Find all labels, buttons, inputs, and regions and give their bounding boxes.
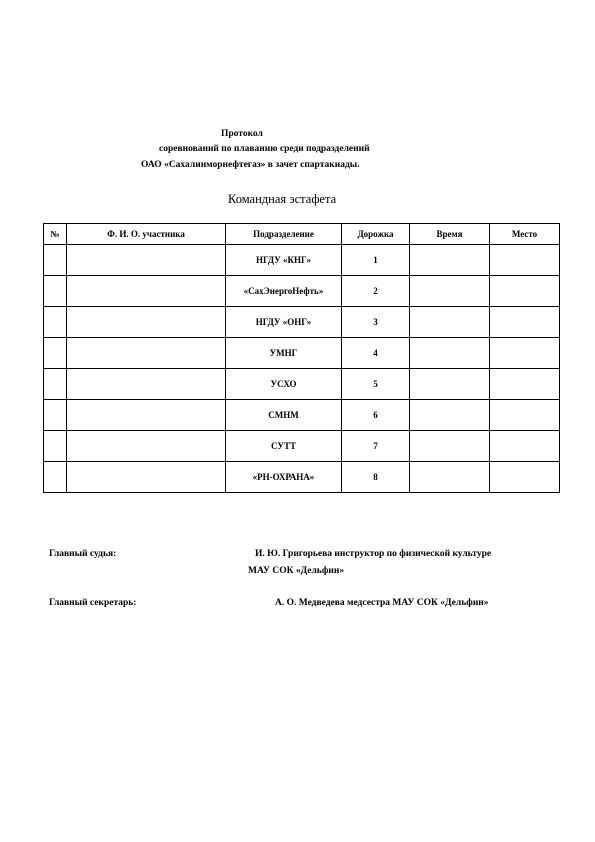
- table-row: [44, 462, 560, 493]
- secretary-name: А. О. Медведева медсестра МАУ СОК «Дельфин»: [275, 598, 489, 608]
- cell-number[interactable]: [44, 400, 67, 431]
- cell-number[interactable]: [44, 462, 67, 493]
- cell-name[interactable]: [67, 400, 226, 431]
- cell-department: УМНГ: [226, 338, 342, 369]
- cell-lane: 2: [342, 276, 410, 307]
- cell-name[interactable]: [67, 276, 226, 307]
- cell-number[interactable]: [44, 276, 67, 307]
- table-header-row: [44, 224, 560, 245]
- table-row: [44, 431, 560, 462]
- cell-number[interactable]: [44, 338, 67, 369]
- header-line-1: Протокол: [221, 129, 263, 139]
- cell-name[interactable]: [67, 462, 226, 493]
- cell-name[interactable]: [67, 369, 226, 400]
- page-title: Командная эстафета: [228, 192, 337, 206]
- table-row: [44, 276, 560, 307]
- cell-number[interactable]: [44, 431, 67, 462]
- cell-place[interactable]: [490, 431, 560, 462]
- judge-name-line-1: И. Ю. Григорьева инструктор по физической культуре: [255, 549, 492, 559]
- cell-name[interactable]: [67, 307, 226, 338]
- cell-lane: 4: [342, 338, 410, 369]
- cell-time[interactable]: [410, 276, 490, 307]
- cell-place[interactable]: [490, 307, 560, 338]
- cell-department: СУТТ: [226, 431, 342, 462]
- cell-time[interactable]: [410, 307, 490, 338]
- cell-lane: 3: [342, 307, 410, 338]
- col-header-place: Место: [490, 224, 560, 245]
- table-row: [44, 307, 560, 338]
- header-line-3: ОАО «Сахалинморнефтегаз» в зачет спартакиады.: [141, 160, 360, 170]
- cell-time[interactable]: [410, 400, 490, 431]
- cell-time[interactable]: [410, 462, 490, 493]
- secretary-label: Главный секретарь:: [49, 598, 137, 608]
- cell-time[interactable]: [410, 431, 490, 462]
- cell-time[interactable]: [410, 369, 490, 400]
- table-row: [44, 369, 560, 400]
- table-row: [44, 400, 560, 431]
- cell-place[interactable]: [490, 462, 560, 493]
- cell-number[interactable]: [44, 307, 67, 338]
- cell-lane: 5: [342, 369, 410, 400]
- cell-place[interactable]: [490, 338, 560, 369]
- col-header-number: №: [44, 224, 67, 245]
- cell-name[interactable]: [67, 338, 226, 369]
- cell-lane: 7: [342, 431, 410, 462]
- cell-lane: 8: [342, 462, 410, 493]
- judge-name-line-2: МАУ СОК «Дельфин»: [248, 566, 345, 576]
- col-header-time: Время: [410, 224, 490, 245]
- cell-department: НГДУ «ОНГ»: [226, 307, 342, 338]
- judge-label: Главный судья:: [49, 549, 117, 559]
- cell-lane: 6: [342, 400, 410, 431]
- col-header-lane: Дорожка: [342, 224, 410, 245]
- results-table: [43, 223, 560, 493]
- cell-place[interactable]: [490, 369, 560, 400]
- cell-place[interactable]: [490, 245, 560, 276]
- cell-name[interactable]: [67, 431, 226, 462]
- cell-time[interactable]: [410, 245, 490, 276]
- cell-place[interactable]: [490, 276, 560, 307]
- cell-number[interactable]: [44, 369, 67, 400]
- header-line-2: соревнований по плаванию среди подразделений: [159, 144, 370, 154]
- col-header-name: Ф. И. О. участника: [67, 224, 226, 245]
- cell-department: НГДУ «КНГ»: [226, 245, 342, 276]
- col-header-department: Подразделение: [226, 224, 342, 245]
- table-row: [44, 338, 560, 369]
- table-row: [44, 245, 560, 276]
- cell-number[interactable]: [44, 245, 67, 276]
- cell-department: СМНМ: [226, 400, 342, 431]
- cell-department: «РН-ОХРАНА»: [226, 462, 342, 493]
- cell-lane: 1: [342, 245, 410, 276]
- cell-place[interactable]: [490, 400, 560, 431]
- cell-time[interactable]: [410, 338, 490, 369]
- cell-department: УСХО: [226, 369, 342, 400]
- cell-department: «СахЭнергоНефть»: [226, 276, 342, 307]
- cell-name[interactable]: [67, 245, 226, 276]
